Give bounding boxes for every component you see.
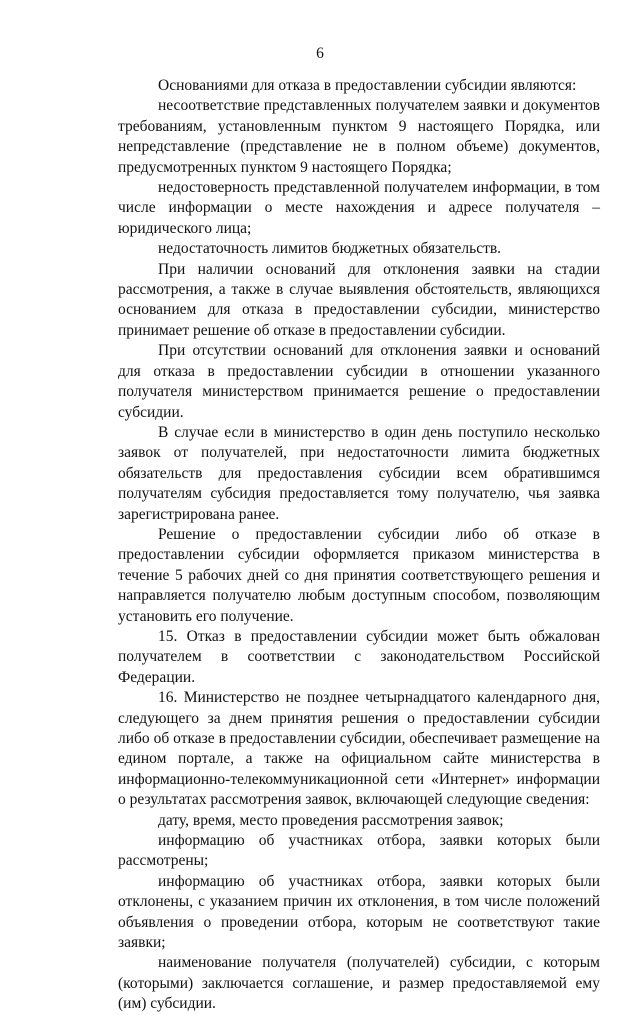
paragraph-item-16: 16. Министерство не позднее четырнадцатого календарного дня, следующего за днем принятия решения о предоставлении субсидии либо об отказе в предоставлении субсидии, обеспечивает размещение на едином портале, а также на официальном сайте министерства в информационно-телекоммуникационной сети «Интернет» информации о результатах рассмотрения заявок, включающей следующие сведения: [118, 689, 600, 809]
paragraph-insufficient-limits: недостаточность лимитов бюджетных обязательств. [158, 240, 502, 258]
paragraph-item-15: 15. Отказ в предоставлении субсидии может быть обжалован получателем в соответствии с законодательством Российской Федерации. [118, 627, 600, 686]
paragraph-refusal-grounds-intro: Основаниями для отказа в предоставлении субсидии являются: [158, 77, 577, 94]
document-body [118, 76, 600, 1015]
paragraph-grant-decision: При отсутствии оснований для отклонения заявки и оснований для отказа в предоставлении субсидии в отношении указанного получателя министерством принимается решение о предоставлении субсидии. [118, 342, 600, 421]
list-item-rejected-participants: информацию об участниках отбора, заявки которых были отклонены, с указанием причин их отклонения, в том числе положений объявления о проведении отбора, которым не соответствуют такие заявки; [118, 872, 600, 952]
paragraph-decision-order: Решение о предоставлении субсидии либо об отказе в предоставлении субсидии оформляется приказом министерства в течение 5 рабочих дней со дня принятия соответствующего решения и направляется получателю любым доступным способом, позволяющим установить его получение. [118, 525, 600, 625]
list-item-recipient-name: наименование получателя (получателей) субсидии, с которым (которыми) заключается соглашение, и размер предоставляемой ему (им) субсидии. [118, 954, 600, 1013]
paragraph-multiple-applications: В случае если в министерство в один день поступило несколько заявок от получателей, при недостаточности лимита бюджетных обязательств для предоставления субсидии всем обратившимся получателям субсидия предоставляется тому получателю, чья заявка зарегистрирована ранее. [118, 423, 600, 523]
page-number: 6 [316, 45, 324, 62]
paragraph-refusal-decision: При наличии оснований для отклонения заявки на стадии рассмотрения, а также в случае выявления обстоятельств, являющихся основанием для отказа в предоставлении субсидии, министерство принимает решение об отказе в предоставлении субсидии. [118, 260, 600, 339]
paragraph-noncompliance: несоответствие представленных получателем заявки и документов требованиям, установленным пунктом 9 настоящего Порядка, или непредставление (представление не в полном объеме) документов, предусмотренных пунктом 9 настоящего Порядка; [118, 97, 600, 176]
list-item-date-time-place: дату, время, место проведения рассмотрения заявок; [158, 811, 504, 829]
paragraph-unreliable-info: недостоверность представленной получателем информации, в том числе информации о месте нахождения и адресе получателя – юридического лица; [118, 179, 600, 237]
list-item-reviewed-participants: информацию об участниках отбора, заявки которых были рассмотрены; [118, 832, 600, 870]
